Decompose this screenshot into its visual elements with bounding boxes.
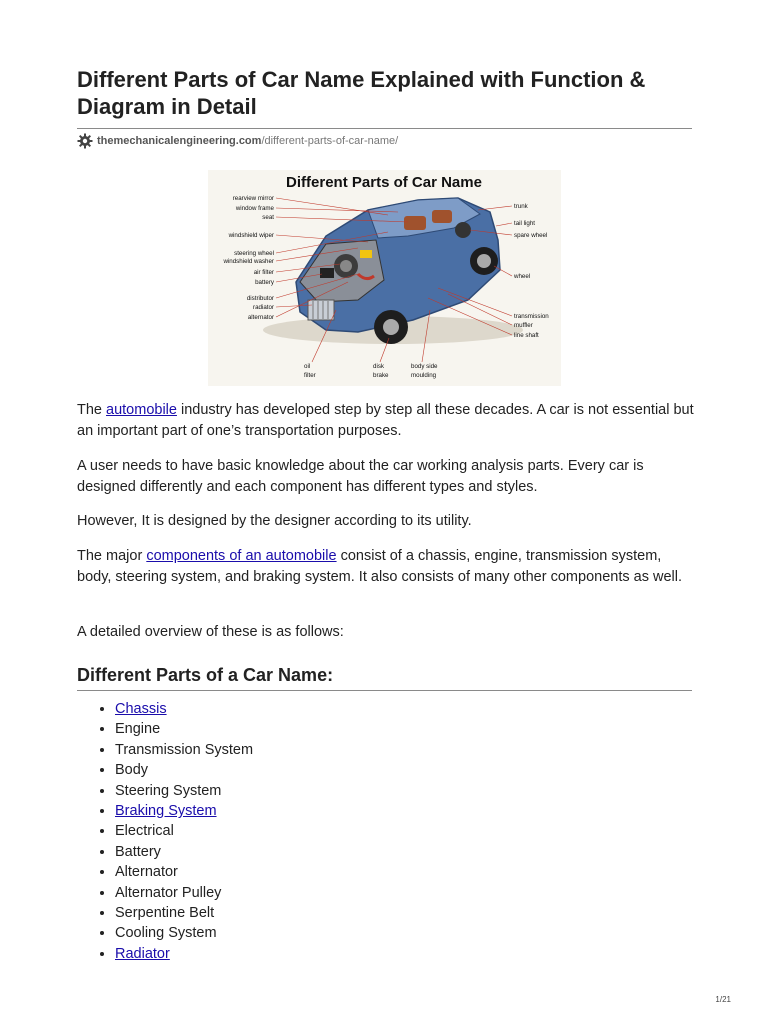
label-windshield-washer: windshield washer — [223, 258, 274, 265]
car-parts-diagram — [208, 170, 561, 386]
page-number: 1/21 — [715, 995, 731, 1004]
list-item[interactable] — [115, 801, 253, 821]
label-muffler: muffler — [514, 322, 533, 329]
list-item: • Alternator — [115, 862, 253, 882]
chassis-link[interactable]: Chassis — [115, 701, 167, 717]
car-parts-list — [77, 699, 253, 964]
label-tail-light: tail light — [514, 220, 535, 227]
paragraph-knowledge: A user needs to have basic knowledge about the car working analysis parts. Every car is designed differently and each component has different types and styles. — [77, 458, 644, 495]
list-item: • Cooling System — [115, 923, 253, 943]
label-air-filter: air filter — [253, 269, 274, 276]
paragraph-overview: A detailed overview of these is as follows: — [77, 624, 344, 640]
label-line-shaft: line shaft — [514, 332, 539, 339]
label-transmission: transmission — [514, 313, 549, 320]
label-body-side: body side — [411, 363, 438, 370]
list-item: • Serpentine Belt — [115, 903, 253, 923]
list-item: • Steering System — [115, 781, 253, 801]
automobile-link[interactable]: automobile — [106, 402, 177, 418]
components-of-an-automobile-link[interactable]: components of an automobile — [146, 548, 337, 564]
section-heading: Different Parts of a Car Name: — [77, 665, 334, 685]
list-item: • Alternator Pulley — [115, 883, 253, 903]
label-oil-filter: filter — [304, 372, 316, 379]
label-seat: seat — [262, 214, 274, 221]
label-body-side-moulding: moulding — [411, 372, 437, 379]
label-disk: disk — [373, 363, 385, 370]
label-trunk: trunk — [514, 203, 528, 210]
list-item[interactable] — [115, 944, 253, 964]
source-path: /different-parts-of-car-name/ — [261, 135, 399, 147]
list-item: • Transmission System — [115, 740, 253, 760]
radiator-link[interactable]: Radiator — [115, 945, 170, 962]
label-wheel: wheel — [514, 273, 531, 280]
label-distributor: distributor — [246, 295, 274, 302]
list-item: • Engine — [115, 719, 253, 739]
label-alternator: alternator — [247, 314, 274, 321]
label-spare-wheel: spare wheel — [514, 232, 548, 239]
list-item[interactable] — [115, 699, 253, 719]
label-rearview-mirror: rearview mirror — [232, 195, 274, 202]
gear-icon — [77, 133, 93, 149]
label-battery: battery — [255, 279, 274, 286]
source-domain: themechanicalengineering.com — [97, 135, 262, 147]
list-item: • Battery — [115, 842, 253, 862]
title-divider — [77, 128, 692, 129]
paragraph-designer: However, It is designed by the designer according to its utility. — [77, 513, 472, 529]
section-divider — [77, 690, 692, 691]
paragraph-intro: The automobile industry has developed step by step all these decades. A car is not essential but an important part of one’s transportation purposes. — [77, 402, 694, 439]
label-disk-brake: brake — [373, 372, 389, 379]
label-steering-wheel: steering wheel — [234, 250, 274, 257]
diagram-title: Different Parts of Car Name — [286, 174, 482, 191]
list-item: • Body — [115, 760, 253, 780]
source-url[interactable] — [77, 133, 398, 149]
list-item: • Electrical — [115, 821, 253, 841]
label-oil: oil — [304, 363, 311, 370]
braking-system-link[interactable]: Braking System — [115, 803, 217, 820]
label-window-frame: window frame — [235, 205, 274, 212]
label-windshield-wiper: windshield wiper — [228, 232, 274, 239]
label-radiator: radiator — [253, 304, 274, 311]
page-title: Different Parts of Car Name Explained with Function & Diagram in Detail — [77, 67, 646, 119]
paragraph-components: The major components of an automobile consist of a chassis, engine, transmission system, body, steering system, and braking system. It also consists of many other components as well. — [77, 548, 682, 585]
